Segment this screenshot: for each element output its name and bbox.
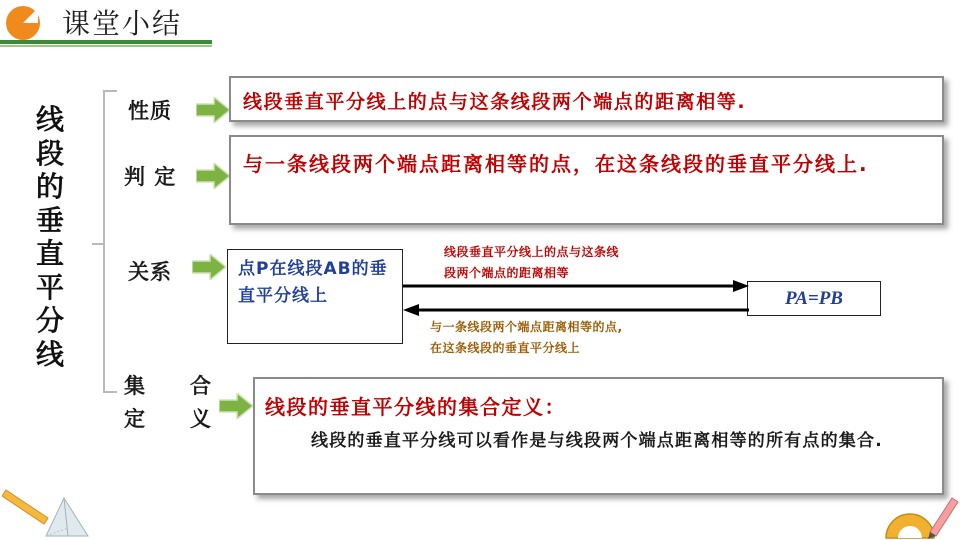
relation-top-note-line: 段两个端点的距离相等 — [444, 266, 570, 280]
relation-top-note-line: 线段垂直平分线上的点与这条线 — [444, 245, 620, 259]
relation-right-text: PA=PB — [785, 288, 843, 309]
green-arrow-icon — [196, 163, 230, 189]
label-set-char: 集 — [124, 374, 145, 398]
header-underline — [0, 40, 212, 44]
bracket-tick — [103, 90, 117, 92]
relation-bottom-note — [430, 317, 623, 359]
property-box — [229, 76, 944, 122]
green-arrow-icon — [192, 254, 226, 280]
double-arrow-connector — [403, 279, 749, 319]
main-title-char: 直 — [35, 237, 64, 270]
property-text: 线段垂直平分线上的点与这条线段两个端点的距离相等. — [243, 91, 747, 113]
judgment-box — [229, 135, 944, 225]
judgment-text: 与一条线段两个端点距离相等的点，在这条线段的垂直平分线上. — [243, 152, 869, 176]
set-definition-body: 线段的垂直平分线可以看作是与线段两个端点距离相等的所有点的集合. — [311, 431, 883, 451]
main-title-char: 分 — [35, 304, 64, 337]
main-title-char: 垂 — [35, 203, 64, 237]
main-title-char: 线 — [35, 103, 64, 136]
relation-bottom-note-line: 与一条线段两个端点距离相等的点, — [430, 320, 623, 334]
relation-left-box — [227, 249, 403, 344]
label-property: 性质 — [128, 99, 172, 123]
bracket-line — [103, 90, 105, 393]
label-judgment: 判 定 — [124, 165, 177, 189]
set-definition-box — [253, 377, 944, 495]
bracket-center-tick — [92, 243, 104, 245]
prism-ruler-icon — [2, 488, 112, 540]
main-title-vertical — [30, 103, 70, 371]
main-title-char: 段 — [35, 136, 64, 170]
main-title-char: 的 — [35, 170, 64, 203]
label-set-char: 义 — [190, 407, 211, 431]
header-underline-light — [0, 45, 212, 47]
relation-top-note — [444, 242, 619, 284]
green-arrow-icon — [219, 393, 253, 419]
pie-chart-icon — [6, 6, 40, 40]
page-title: 课堂小结 — [62, 7, 183, 40]
main-title-char: 平 — [35, 270, 64, 304]
relation-right-box — [747, 281, 881, 316]
set-definition-heading: 线段的垂直平分线的集合定义： — [265, 395, 566, 419]
relation-bottom-note-line: 在这条线段的垂直平分线上 — [430, 341, 581, 355]
label-set-char: 合 — [190, 374, 211, 398]
protractor-pencil-icon — [880, 492, 960, 540]
label-relation: 关系 — [128, 260, 172, 284]
label-set-char: 定 — [124, 407, 145, 431]
bracket-tick — [103, 391, 117, 393]
main-title-char: 线 — [35, 337, 64, 371]
green-arrow-icon — [196, 97, 230, 123]
relation-left-text: 点P在线段AB的垂直平分线上 — [238, 259, 388, 306]
